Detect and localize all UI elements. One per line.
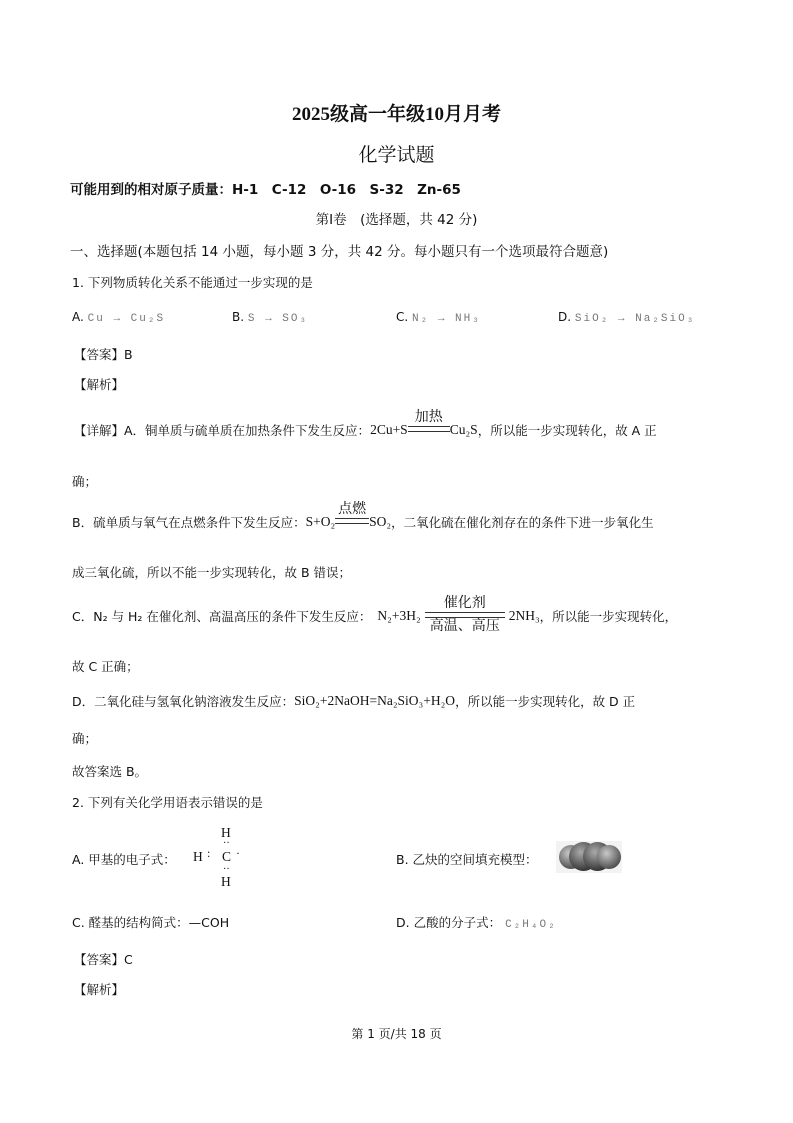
q1-detail-a-suffix: ，所以能一步实现转化，故 A 正 — [477, 422, 657, 438]
q2-methyl-h-left: H — [193, 849, 203, 864]
atomic-masses: 可能用到的相对原子质量：H-1 C-12 O-16 S-32 Zn-65 — [70, 182, 461, 198]
q1-detail-b-prefix: B．硫单质与氧气在点燃条件下发生反应： — [72, 514, 306, 530]
q1-option-c — [396, 310, 481, 325]
q1-option-d-text: SiO₂ → Na₂SiO₃ — [574, 313, 696, 325]
q1-detail-c-line2: 故 C 正确； — [72, 659, 139, 674]
q2-methyl-c: C — [222, 849, 232, 864]
q1-detail-a-prefix: 【详解】A．铜单质与硫单质在加热条件下发生反应： — [74, 422, 371, 438]
q2-option-d — [396, 913, 557, 931]
q1-detail-a-line2: 确； — [72, 474, 98, 489]
q2-analysis-label: 【解析】 — [74, 982, 125, 997]
dot-pair-bottom-icon: ·· — [223, 864, 230, 875]
q1-option-c-text: N₂ → NH₃ — [412, 313, 481, 325]
equal-sign-icon — [335, 518, 369, 524]
q1-stem: 1. 下列物质转化关系不能通过一步实现的是 — [72, 275, 313, 290]
q1-detail-a-condition: 加热 — [414, 410, 443, 425]
q1-detail-b-condition: 点燃 — [338, 502, 367, 517]
single-dot-icon: · — [236, 846, 240, 860]
q1-conclusion: 故答案选 B。 — [72, 764, 148, 779]
q1-detail-d-line2: 确； — [72, 731, 98, 746]
q1-detail-a — [74, 411, 657, 448]
q1-detail-b-eq-right: SO₂ — [369, 513, 392, 529]
q1-option-a-letter: A. — [72, 310, 84, 324]
q1-detail-c-condition-top: 催化剂 — [443, 596, 486, 611]
q1-option-c-letter: C. — [396, 310, 409, 324]
equal-sign-icon — [408, 426, 450, 432]
q1-option-b — [232, 310, 308, 325]
q2-option-a-label: A. 甲基的电子式： — [72, 852, 176, 867]
q2-option-d-formula: C₂H₄O₂ — [505, 919, 557, 931]
dot-pair-top-icon: ·· — [223, 838, 230, 849]
exam-title: 2025级高一年级10月月考 — [291, 104, 501, 125]
q1-detail-c-prefix: C．N₂ 与 H₂ 在催化剂、高温高压的条件下发生反应： — [72, 608, 372, 624]
q1-answer: 【答案】B — [74, 347, 133, 362]
q1-detail-d — [72, 692, 635, 710]
q1-detail-a-eq-left: 2Cu+S — [370, 421, 408, 437]
page-number: 第 1 页/共 18 页 — [351, 1027, 442, 1041]
section-title: 第Ⅰ卷 (选择题，共 42 分) — [315, 212, 478, 228]
q1-detail-d-eq: SiO₂+2NaOH=Na₂SiO₃+H₂O — [294, 693, 456, 708]
q1-detail-b-suffix: ，二氧化硫在催化剂存在的条件下进一步氧化生 — [391, 514, 654, 530]
q1-detail-c-eq-left: N₂+3H₂ — [377, 607, 421, 623]
q1-detail-c — [72, 597, 677, 634]
colon-dots-icon: : — [207, 846, 211, 860]
q1-detail-b — [72, 503, 654, 540]
q2-methyl-h-top: H — [221, 825, 231, 840]
q1-option-d-letter: D. — [558, 310, 572, 324]
q1-option-a — [72, 310, 165, 325]
q1-detail-c-eq-right: 2NH₃ — [508, 607, 540, 623]
hydrogen-atom-right-icon — [597, 845, 621, 869]
q2-answer: 【答案】C — [74, 952, 133, 967]
q1-detail-d-prefix: D．二氧化硅与氢氧化钠溶液发生反应： — [72, 694, 295, 709]
q1-detail-d-suffix: ，所以能一步实现转化，故 D 正 — [455, 694, 636, 709]
q1-detail-c-condition-arrow — [425, 597, 505, 634]
q1-detail-b-line2: 成三氧化硫，所以不能一步实现转化，故 B 错误； — [72, 565, 352, 580]
q2-methyl-h-bottom: H — [221, 874, 231, 889]
q1-option-d — [558, 310, 695, 325]
q1-option-b-letter: B. — [232, 310, 245, 324]
q1-option-b-text: S → SO₃ — [247, 313, 309, 325]
q1-analysis-label: 【解析】 — [74, 377, 125, 392]
q2-option-b-label: B. 乙炔的空间填充模型： — [396, 852, 538, 867]
q1-detail-b-eq-left: S+O₂ — [305, 513, 336, 529]
q1-detail-b-condition-arrow — [335, 503, 369, 540]
q2-stem: 2. 下列有关化学用语表示错误的是 — [72, 795, 263, 810]
q1-detail-a-eq-right: Cu₂S — [449, 421, 478, 437]
acetylene-space-filling-model — [556, 841, 622, 873]
equilibrium-arrow-icon — [425, 612, 505, 618]
section-instruction: 一、选择题(本题包括 14 小题，每小题 3 分，共 42 分。每小题只有一个选项最符合题意) — [70, 244, 609, 260]
q1-detail-a-condition-arrow — [408, 411, 450, 448]
exam-subtitle: 化学试题 — [358, 144, 435, 166]
q2-option-d-label: D. 乙酸的分子式： — [396, 915, 502, 930]
q1-detail-c-suffix: ，所以能一步实现转化， — [539, 608, 678, 624]
q1-option-a-text: Cu → Cu₂S — [87, 313, 166, 325]
q2-option-c: C. 醛基的结构简式：—COH — [72, 915, 230, 930]
q1-detail-c-condition-bottom: 高温、高压 — [429, 619, 500, 634]
